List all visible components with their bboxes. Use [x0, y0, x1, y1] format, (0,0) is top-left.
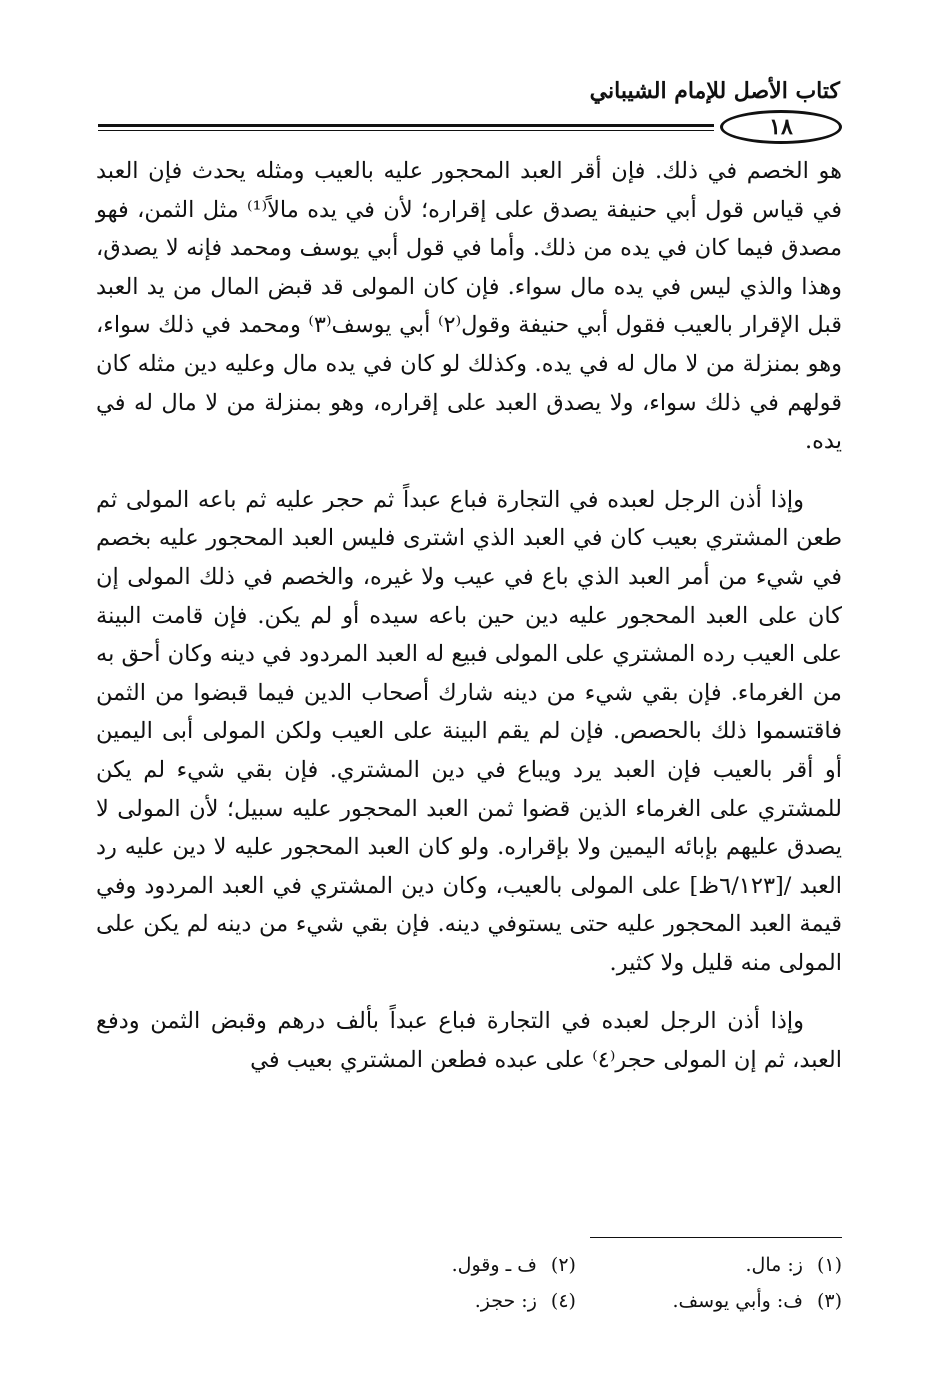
paragraph-2: وإذا أذن الرجل لعبده في التجارة فباع عبداً ثم حجر عليه ثم باعه المولى ثم طعن المشتري بعيب كان في العبد الذي اشترى فليس العبد المحجور عليه بخصم في شيء من أمر العبد الذي باع في عيب ولا غيره، والخصم في ذلك المولى إن كان على العبد المحجور عليه دين حين باعه سيده أو لم يكن. فإن قامت البينة على العيب رده المشتري على المولى فبيع له العبد المردود في دينه وكان أحق به من الغرماء. فإن بقي شيء من دينه شارك أصحاب الدين فيما قبضوا من الثمن فاقتسموا ذلك بالحصص. فإن لم يقم البينة على العيب ولكن المولى أبى اليمين أو أقر بالعيب فإن العبد يرد ويباع في دين المشتري. فإن بقي شيء لم يكن للمشتري على الغرماء الذين قضوا ثمن العبد المحجور عليه سبيل؛ لأن المولى لا يصدق عليهم بإبائه اليمين ولا بإقراره. ولو كان العبد المحجور عليه لا دين عليه رد العبد /[٦/١٢٣ظ] على المولى بالعيب، وكان دين المشتري في العبد المردود وفي قيمة العبد المحجور عليه حتى يستوفي دينه. فإن بقي شيء من دينه لم يكن على المولى منه قليل ولا كثير.	[96, 486, 842, 976]
footnote-2	[316, 1247, 576, 1283]
footnote-column-right	[582, 1247, 842, 1319]
footnote-3	[582, 1283, 842, 1319]
footnote-1	[582, 1247, 842, 1283]
footnote-column-left	[316, 1247, 576, 1319]
book-title: كتاب الأصل للإمام الشيباني	[589, 78, 840, 104]
footnotes	[282, 1247, 842, 1319]
page-number-badge: ١٨	[720, 110, 842, 144]
footnote-text: ز: مال.	[745, 1254, 803, 1276]
footnote-number: (٢)	[550, 1254, 576, 1276]
footnote-number: (٤)	[550, 1290, 576, 1312]
footnote-rule	[590, 1237, 842, 1238]
page-body	[96, 152, 842, 1100]
footnote-text: ف ـ وقول.	[451, 1254, 537, 1276]
footnote-number: (٣)	[816, 1290, 842, 1312]
footnote-text: ز: حجز.	[474, 1290, 537, 1312]
header-rule	[98, 124, 714, 127]
footnote-text: ف: وأبي يوسف.	[672, 1290, 803, 1312]
header-rule-thin	[98, 130, 714, 131]
paragraph-3: وإذا أذن الرجل لعبده في التجارة فباع عبداً بألف درهم وقبض الثمن ودفع العبد، ثم إن المولى حجر⁽٤⁾ على عبده فطعن المشتري بعيب في	[96, 1008, 842, 1074]
footnote-number: (١)	[816, 1254, 842, 1276]
paragraph-1: هو الخصم في ذلك. فإن أقر العبد المحجور عليه بالعيب ومثله يحدث فإن العبد في قياس قول أبي حنيفة يصدق على إقراره؛ لأن في يده مالاً⁽¹⁾ مثل الثمن، فهو مصدق فيما كان في يده من ذلك. وأما في قول أبي يوسف ومحمد فإنه لا يصدق، وهذا والذي ليس في يده مال سواء. فإن كان المولى قد قبض المال من يد العبد قبل الإقرار بالعيب فقول أبي حنيفة وقول⁽٢⁾ أبي يوسف⁽٣⁾ ومحمد في ذلك سواء، وهو بمنزلة من لا مال له في يده. وكذلك لو كان في يده مال وعليه دين مثله كان قولهم في ذلك سواء، ولا يصدق العبد على إقراره، وهو بمنزلة من لا مال له في يده.	[96, 158, 842, 455]
footnote-4	[316, 1283, 576, 1319]
